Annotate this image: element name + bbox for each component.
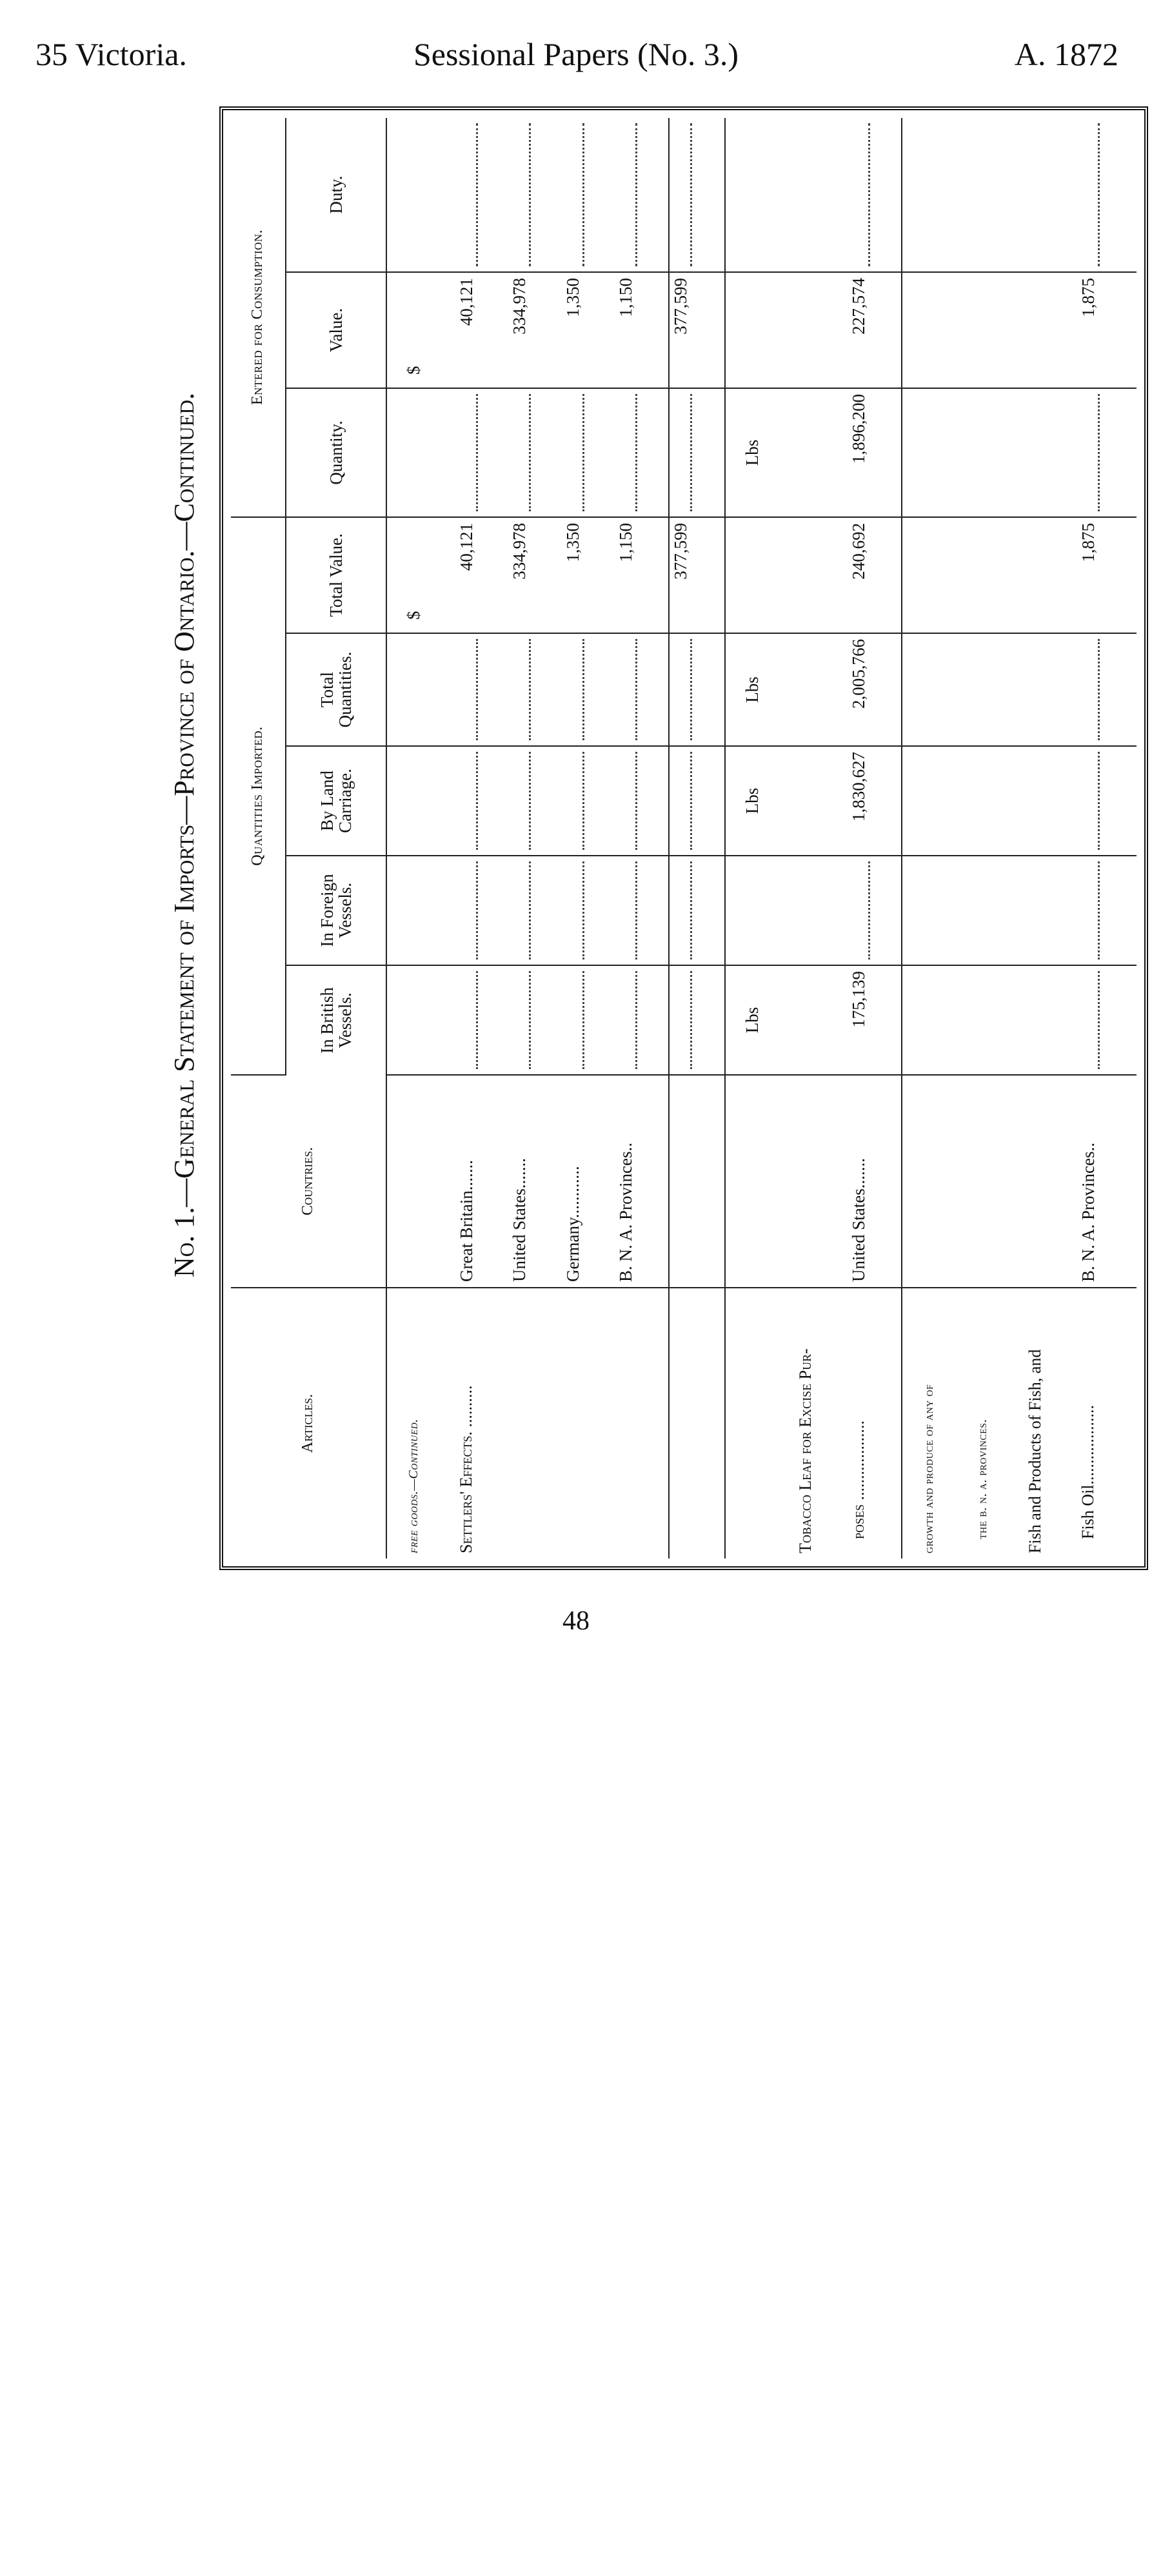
country-cell: B. N. A. Provinces.. — [615, 1075, 670, 1288]
col-total-value: Total Value. — [286, 517, 386, 633]
header-center: Sessional Papers (No. 3.) — [413, 36, 739, 72]
value-cell: 334,978 — [508, 272, 561, 388]
article-tobacco-line1: Tobacco Leaf for Excise Pur- — [795, 1348, 815, 1553]
unit-by-land: Lbs — [741, 746, 794, 856]
tobacco-total-value: 240,692 — [848, 517, 902, 633]
col-articles: Articles. — [231, 1288, 386, 1558]
settlers-total-consumption-value: 377,599 — [669, 272, 725, 388]
country-cell: B. N. A. Provinces.. — [1077, 1075, 1130, 1288]
country-cell: Great Britain....... — [455, 1075, 508, 1288]
group-quantities-imported: Quantities Imported. — [231, 517, 286, 1075]
imports-table — [231, 118, 1137, 1558]
table-row — [669, 118, 725, 1558]
unit-in-british: Lbs — [741, 965, 794, 1075]
section-free-goods: free goods.—Continued. — [406, 1419, 421, 1553]
col-countries: Countries. — [231, 1075, 386, 1288]
col-in-british-vessels: In British Vessels. — [286, 965, 386, 1075]
col-duty: Duty. — [286, 118, 386, 272]
tobacco-value: 227,574 — [848, 272, 902, 388]
table-title: No. 1.—General Statement of Imports—Province of Ontario.—Continued. — [168, 393, 200, 1277]
table-row — [971, 118, 1024, 1558]
col-quantity: Quantity. — [286, 388, 386, 517]
col-in-foreign-vessels: In Foreign Vessels. — [286, 856, 386, 965]
country-cell: United States....... — [508, 1075, 561, 1288]
table-row — [615, 118, 670, 1558]
rotated-content — [148, 100, 1152, 1570]
col-by-land-carriage: By Land Carriage. — [286, 746, 386, 856]
value-cell: 40,121 — [455, 272, 508, 388]
table-row — [508, 118, 561, 1558]
header-left: 35 Victoria. — [35, 36, 187, 72]
section-growth-line2: the b. n. a. provinces. — [975, 1419, 989, 1539]
col-total-quantities: Total Quantities. — [286, 633, 386, 746]
table-row — [402, 118, 455, 1558]
total-value-cell: 1,350 — [562, 517, 615, 633]
total-value-cell: 1,150 — [615, 517, 670, 633]
tobacco-by-land: 1,830,627 — [848, 746, 902, 856]
total-value-cell: 334,978 — [508, 517, 561, 633]
fish-value: 1,875 — [1077, 272, 1130, 388]
table-row — [741, 118, 794, 1558]
table-row — [795, 118, 848, 1558]
total-value-cell: 40,121 — [455, 517, 508, 633]
tobacco-total-quantities: 2,005,766 — [848, 633, 902, 746]
article-settlers-effects: Settlers' Effects. .......... — [457, 1385, 476, 1553]
currency-value: $ — [402, 272, 455, 388]
rotated-table-block — [148, 175, 1152, 2576]
group-entered-for-consumption: Entered for Consumption. — [231, 118, 286, 517]
table-row — [562, 118, 615, 1558]
currency-total-value: $ — [402, 517, 455, 633]
article-fish-line1: Fish and Products of Fish, and — [1025, 1349, 1044, 1553]
country-cell: Germany............ — [562, 1075, 615, 1288]
table-row — [1024, 118, 1077, 1558]
settlers-total-value: 377,599 — [669, 517, 725, 633]
table-row — [1077, 118, 1130, 1558]
article-tobacco-line2: poses ................... — [848, 1420, 868, 1539]
article-fish-line2: Fish Oil................... — [1078, 1404, 1098, 1539]
tobacco-quantity: 1,896,200 — [848, 388, 902, 517]
table-frame — [219, 106, 1148, 1570]
table-row — [848, 118, 902, 1558]
table-row — [455, 118, 508, 1558]
country-cell: United States....... — [848, 1075, 902, 1288]
value-cell: 1,150 — [615, 272, 670, 388]
unit-total-quantities: Lbs — [741, 633, 794, 746]
tobacco-in-british: 175,139 — [848, 965, 902, 1075]
unit-quantity: Lbs — [741, 388, 794, 517]
page-number: 48 — [562, 1606, 590, 1636]
col-value: Value. — [286, 272, 386, 388]
fish-total-value: 1,875 — [1077, 517, 1130, 633]
section-growth-line1: growth and produce of any of — [922, 1384, 937, 1553]
table-row — [918, 118, 971, 1558]
value-cell: 1,350 — [562, 272, 615, 388]
header-right: A. 1872 — [1014, 36, 1118, 72]
